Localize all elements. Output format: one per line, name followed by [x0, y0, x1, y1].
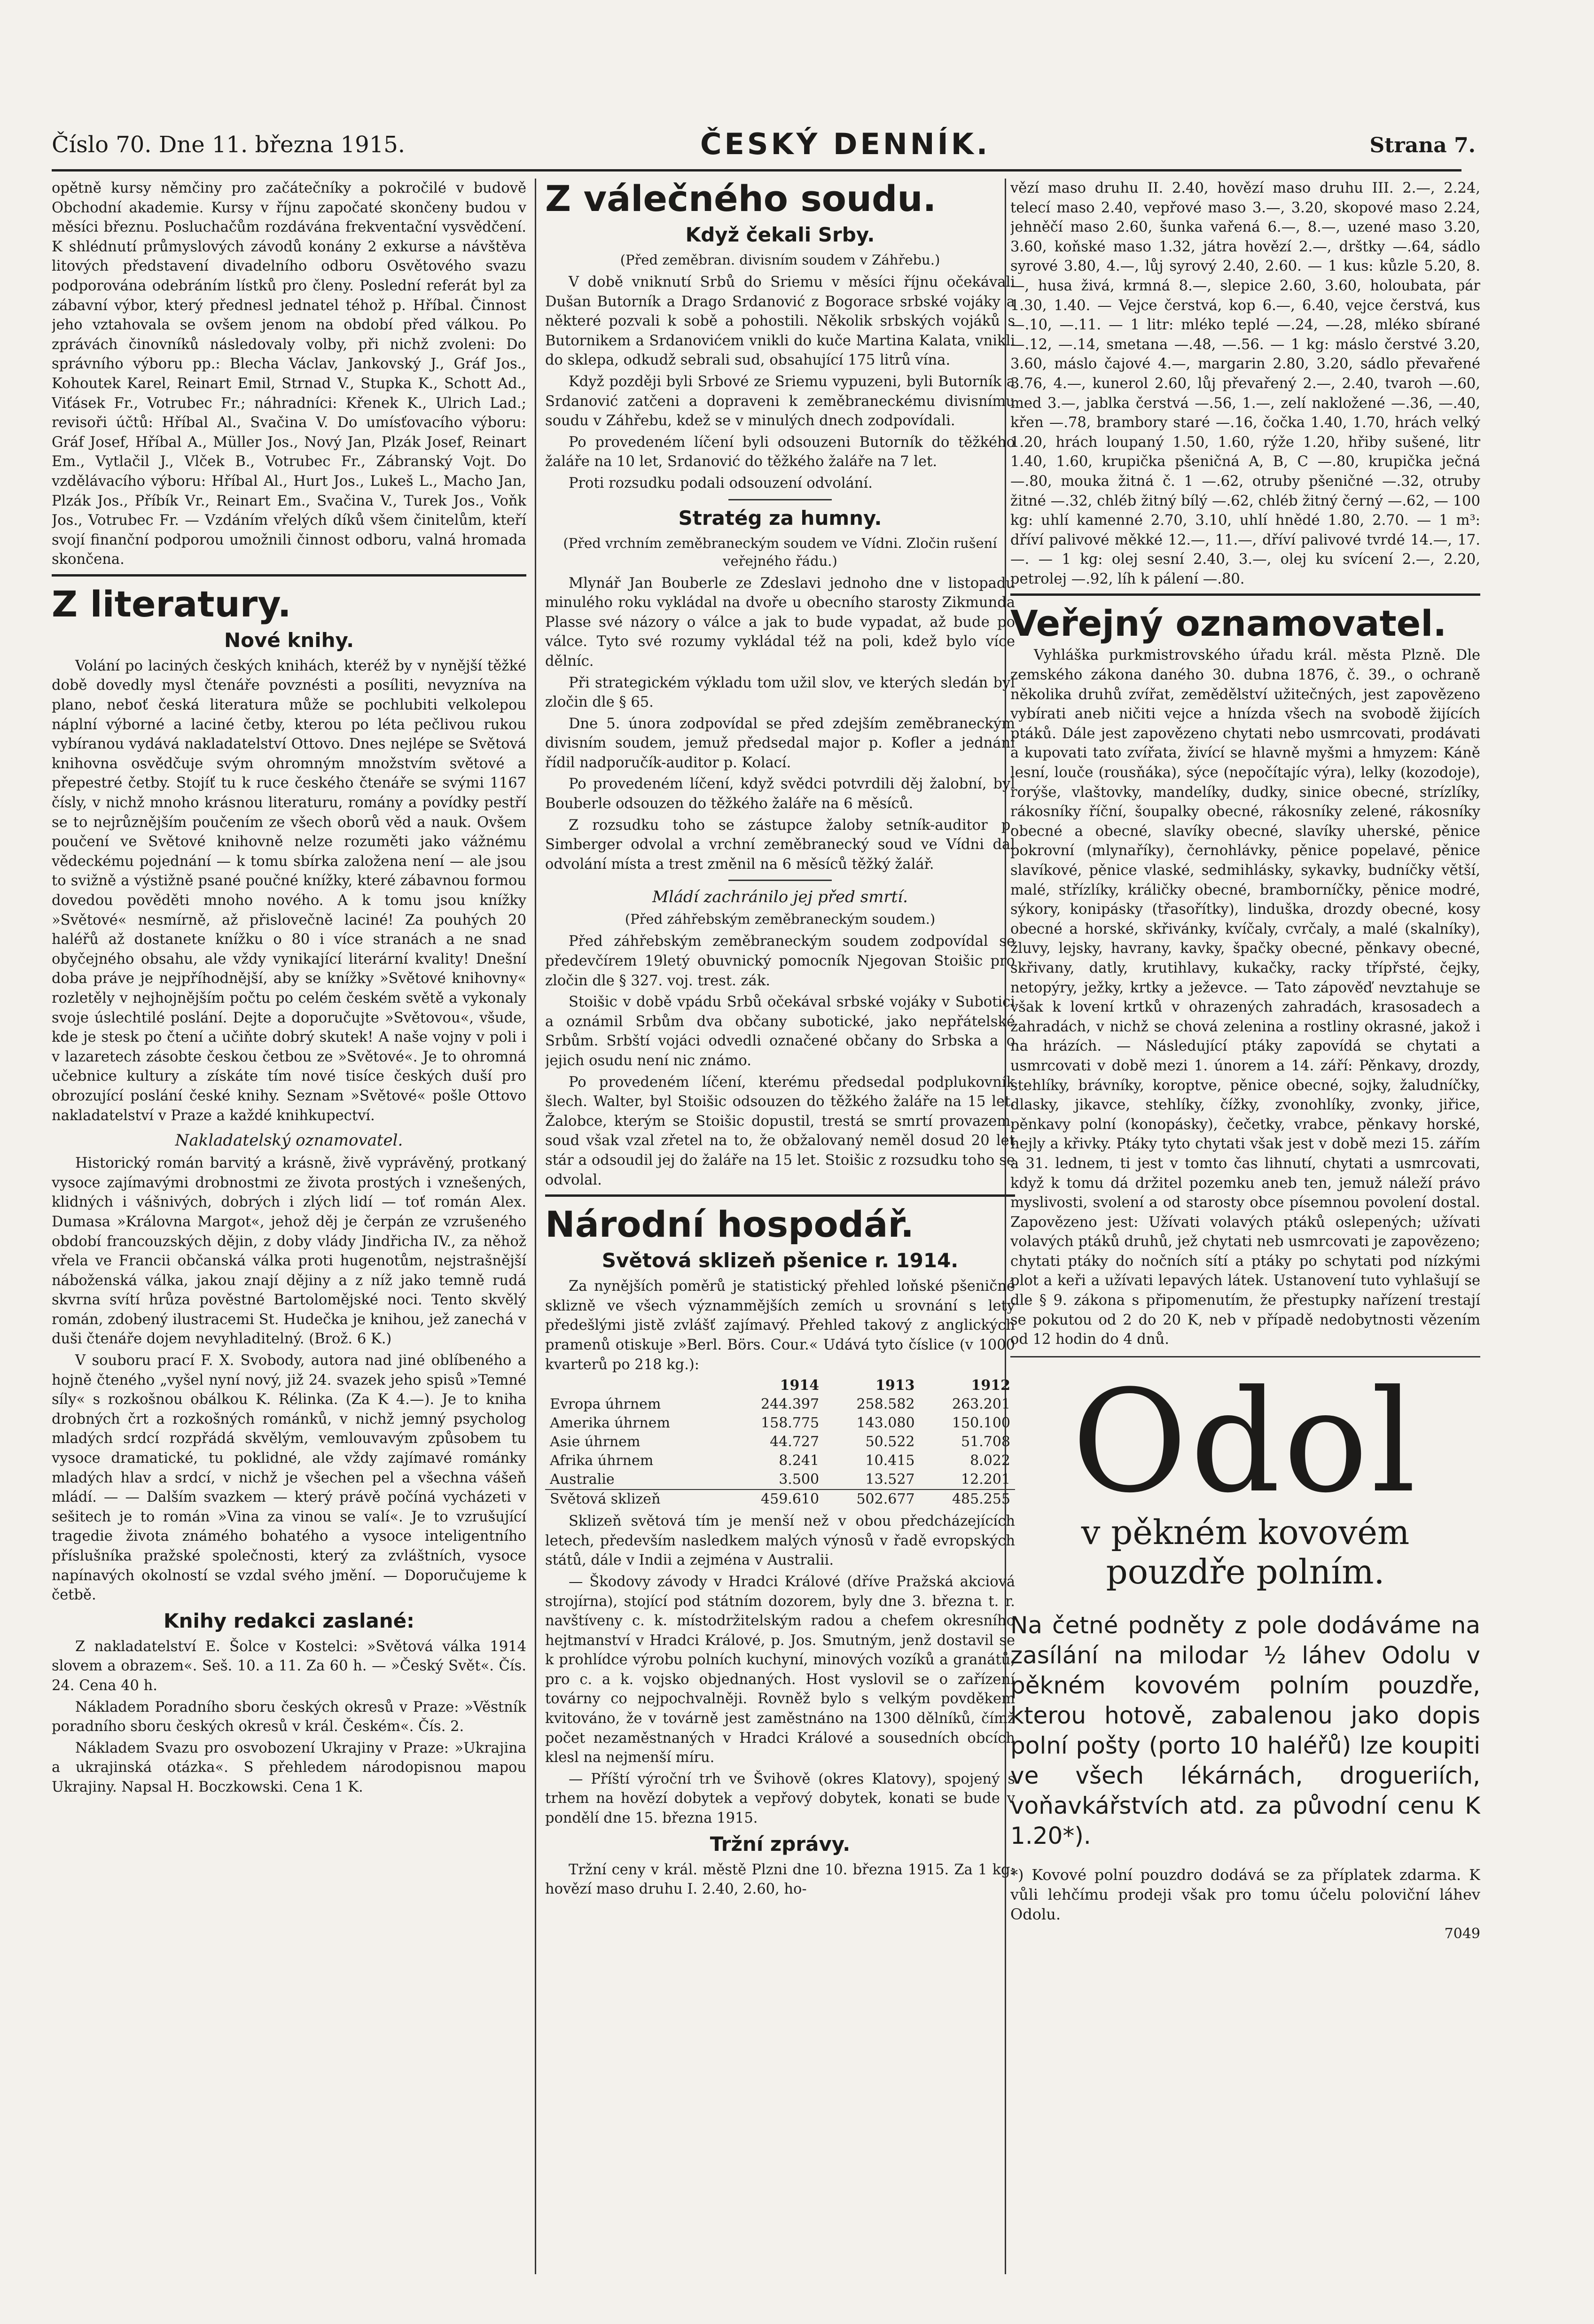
article-text: Proti rozsudku podali odsouzení odvolání. [569, 475, 873, 491]
ad-footnote: *) Kovové polní pouzdro dodává se za příplatek zdarma. K vůli lehčímu prodeji však pro tomu účelu poloviční láhev Odolu. [1010, 1865, 1480, 1923]
table-cell: 150.100 [952, 1415, 1010, 1432]
article-note: (Před vrchním zeměbraneckým soudem ve Vídni. Zločin rušení veřejného řádu.) [563, 535, 997, 569]
article-heading: Mládí zachránilo jej před smrtí. [652, 888, 908, 907]
table-cell: 244.397 [761, 1396, 820, 1413]
article-text: — Příští výroční trh ve Švihově (okres Klatovy), spojený s trhem na hovězí dobytek a vepřový dobytek, konati se bude v pondělí dne 15. března 1915. [545, 1770, 1015, 1827]
wheat-harvest-table [545, 1376, 1015, 1509]
article-heading: Když čekali Srby. [685, 223, 875, 246]
table-cell: 8.022 [970, 1452, 1010, 1469]
column-2 [545, 179, 1015, 2269]
table-row [545, 1451, 1015, 1470]
table-cell: 44.727 [770, 1434, 820, 1451]
article-text: Historický román barvitý a krásně, živě vyprávěný, protkaný vysoce zajímavými drobnostmi ze života prostých i vznešených, klidných i vášnivých, dobrých i zlých lidí — toť román Alex. Dumasa »Královna Margot«, jehož děj je čerpán ze vzrušeného období francouzských dějin, z doby vlády Jindřicha IV., za něhož vřela ve Francii občanská válka proti hugenotům, nejstrašnější náboženská válka, jakou znají dějiny a z níž jako temně rudá skvrna svítí hrůza pověstné Bartolomějské noci. Tento skvělý román, zdobený ilustracemi St. Hudečka je knihou, jež zanechá v duši čtenáře dojem nevyhladitelný. (Brož. 6 K.) [52, 1155, 526, 1348]
separator [728, 880, 832, 881]
article-note: (Před záhřebským zeměbraneckým soudem.) [625, 911, 936, 928]
article-text: Mlynář Jan Bouberle ze Zdeslavi jednoho dne v listopadu minulého roku vykládal na dvoře u obecního starosty Zikmunda Plasse své názory o válce a jak to bude vypadat, až bude po válce. Tyto své rozumy vykládal též na poli, kdež bylo více dělníc. [545, 575, 1015, 670]
table-cell: 51.708 [961, 1434, 1010, 1451]
table-cell: Amerika úhrnem [550, 1415, 670, 1432]
table-cell: 13.527 [865, 1471, 915, 1488]
odol-advertisement [1010, 1359, 1480, 1944]
ad-number: 7049 [1444, 1925, 1480, 1942]
separator [728, 499, 832, 500]
table-cell: 10.415 [865, 1452, 915, 1469]
article-text: — Škodovy závody v Hradci Králové (dříve Pražská akciová strojírna), stojící pod státním dozorem, byly dne 3. března t. r. navštíveny c. k. místodržitelským radou a chefem okresního hejtmanství v Hradci Králové, p. Jos. Smutným, jenž dostavil se k prohlídce výrobu polních kuchyní, minových vozíků a granátů, pro c. a k. vojsko objednaných. Host vyslovil se o zařízení továrny co nejpochvalněji. Rovněž bylo s velkým povděkem kvitováno, že v továrně jest zaměstnáno na 1300 dělníků, čímž počet nezaměstnaných v Hradci Králové a sousedních obcích klesl na nejmenší míru. [545, 1573, 1015, 1766]
article-text: Nákladem Svazu pro osvobození Ukrajiny v Praze: »Ukrajina a ukrajinská otázka«. S přehledem národopisnou mapou Ukrajiny. Napsal H. Boczkowski. Cena 1 K. [52, 1739, 526, 1795]
table-cell: 3.500 [779, 1471, 820, 1488]
table-cell: 50.522 [865, 1434, 915, 1451]
ad-headline: v pěkném kovovém [1081, 1512, 1410, 1552]
table-row [545, 1433, 1015, 1451]
newspaper-title: ČESKÝ DENNÍK. [700, 127, 991, 161]
table-cell: 143.080 [856, 1415, 915, 1432]
table-row [545, 1414, 1015, 1433]
article-text: opětně kursy němčiny pro začátečníky a pokročilé v budově Obchodní akademie. Kursy v říjnu započaté skončeny budou v měsíci březnu. Posluchačům rozdávána frekventační vysvědčení. K shlédnutí průmyslových závodů konány 2 exkurse a návštěva litových představení divadelního odboru Osvětového svazu podporována odebráním lístků pro členy. Poslední referát byl za zábavní výbor, který přednesl jednatel téhož p. Hříbal. Činnost jeho vztahovala se ovšem jenom na období před válkou. Po zprávách činovníků následovaly volby, při nichž zvoleni: Do správního výboru pp.: Blecha Václav, Jankovský J., Gráf Jos., Kohoutek Karel, Reinart Emil, Strnad V., Stupka K., Schott Ad., Viťásek Fr., Votrubec Fr.; náhradníci: Křenek K., Ulrich Lad.; revisoři účtů: Hříbal Al., Svačina V. Do umísťovacího výboru: Gráf Josef, Hříbal A., Müller Jos., Nový Jan, Plzák Josef, Reinart Em., Vytlačil J., Vlček B., Votrubec Fr., Zábranský Vojt. Do vzdělávacího výboru: Hříbal Al., Hurt Jos., Lukeš L., Macho Jan, Plzák Jos., Příbík Vr., Reinart Em., Svačina V., Turek Jos., Voňk Jos., Votrubec Fr. — Vzdáním vřelých díků všem činitelům, kteří svojí finanční podporou umožnili činnost odboru, valná hromada skončena. [52, 180, 526, 568]
column-1 [52, 179, 526, 2269]
table-cell: 258.582 [856, 1396, 915, 1413]
table-cell: 485.255 [920, 1490, 1015, 1509]
article-text: vězí maso druhu II. 2.40, hovězí maso druhu III. 2.—, 2.24, telecí maso 2.40, vepřové maso 3.—, 3.20, skopové maso 2.24, jehněčí maso 2.60, šunka vařená 6.—, 8.—, uzené maso 3.20, 3.60, koňské maso 1.32, játra hovězí 2.—, drštky —.64, sádlo syrové 3.80, 4.—, lůj syrový 2.40, 2.60. — 1 kus: kůzle 5.20, 8.—, husa živá, krmná 8.—, slepice 2.60, 3.60, holoubata, pár 1.30, 1.40. — Vejce čerstvá, kop 6.—, 6.40, vejce čerstvá, kus —.10, —.11. — 1 litr: mléko teplé —.24, —.28, mléko sbírané —.12, —.14, smetana —.48, —.56. — 1 kg: máslo čerstvé 3.20, 3.60, máslo čajové 4.—, margarin 2.80, 3.20, sádlo převařené 3.76, 4.—, kunerol 2.60, lůj převařený 2.—, 2.40, tvaroh —.60, med 3.—, jablka čerstvá —.56, 1.—, zelí nakložené —.36, —.40, křen —.78, brambory staré —.16, čočka 1.40, 1.70, hrách velký 1.20, hrách loupaný 1.50, 1.60, rýže 1.20, hřiby sušené, litr 1.40, 1.60, krupička pšeničná A, B, C —.80, krupička ječná —.80, mouka žitná č. 1 —.62, otruby pšeničné —.32, otruby žitné —.32, chléb žitný bílý —.62, chléb žitný černý —.62, — 100 kg: uhlí kamenné 2.70, 3.10, uhlí hnědé 1.80, 2.70. — 1 m³: dříví palivové měkké 12.—, 11.—, dříví palivové tvrdé 14.—, 17.—. — 1 kg: olej sesní 2.40, 3.—, olej ku svícení 2.—, 2.20, petrolej —.92, líh k pálení —.80. [1010, 180, 1480, 587]
table-cell: 8.241 [779, 1452, 820, 1469]
table-cell: Světová sklizeň [545, 1490, 728, 1509]
ad-brand-name: Odol [1071, 1359, 1419, 1524]
article-heading: Knihy redakci zaslané: [164, 1609, 414, 1632]
column-3 [1010, 179, 1480, 2269]
article-heading: Nové knihy. [224, 628, 354, 652]
article-text: Když později byli Srbové ze Sriemu vypuzeni, byli Butorník a Srdanović zatčeni a dopraveni k zeměbraneckému divisnímu soudu v Záhřebu, kdež se v minulých dnech zodpovídali. [545, 373, 1015, 429]
ad-headline: pouzdře polním. [1106, 1552, 1385, 1591]
table-cell: 158.775 [761, 1415, 820, 1432]
table-header: 1913 [875, 1377, 915, 1394]
article-text: V době vniknutí Srbů do Sriemu v měsíci říjnu očekávali Dušan Butorník a Drago Srdanović z Bogorace srbské vojáky a některé pozvali k sobě a pohostili. Několik srbských vojáků s Butornikem a Srdanovićem vnikli do kuče Martina Kalata, vnikli do sklepa, odkudž sebrali sud, obsahující 175 litrů vína. [545, 274, 1015, 369]
table-cell: Asie úhrnem [550, 1434, 641, 1451]
ad-body-text: Na četné podněty z pole dodáváme na zasílání na milodar ½ láhev Odolu v pěkném kovovém polním pouzdře, kterou hotově, zabalenou jako dopis polní pošty (porto 10 haléřů) lze koupiti ve všech lékárnách, drogueriích, voňavkářstvích atd. za původní cenu K 1.20*). [1010, 1611, 1480, 1849]
article-text: Za nynějších poměrů je statistický přehled loňské pšeničné sklizně ve všech význammějších zemích u srovnání s lety předešlými jistě zvlášť zajímavý. Přehled takový z anglických pramenů otiskuje »Berl. Börs. Cour.« Udává tyto číslice (v 1000 kvarterů po 218 kg.): [545, 1278, 1015, 1373]
table-cell: Australie [550, 1471, 615, 1488]
article-text: Stoišic v době vpádu Srbů očekával srbské vojáky v Subotici a oznámil Srbům dva občany subotické, jako nepřátelské Srbům. Srbští vojáci odvedli označené občany do Srbska a o jejich osudu není nic známo. [545, 994, 1015, 1069]
article-text: Sklizeň světová tím je menší než v obou předcházejících letech, především nasledkem malých výnosů v řadě evropských států, dále v Indii a zejména v Australii. [545, 1513, 1015, 1569]
article-heading: Tržní zprávy. [710, 1832, 851, 1856]
article-text: Před záhřebským zeměbraneckým soudem zodpovídal se předevčírem 19letý obuvnický pomocník Njegovan Stoišic pro zločin dle § 327. voj. trest. zák. [545, 933, 1015, 989]
article-text: Z rozsudku toho se zástupce žaloby setník-auditor p. Simberger odvolal a vrchní zeměbranecký soud ve Vídni dal odvolání místa a trest změnil na 6 měsíců těžký žalář. [545, 817, 1015, 873]
section-title-literature: Z literatury. [52, 574, 526, 624]
article-text: Vyhláška purkmistrovského úřadu král. města Plzně. Dle zemského zákona daného 30. dubna 1876, č. 39., o ochraně několika druhů zvířat, zemědělství užitečných, jest zapovězeno vybírati aneb ničiti vejce a hnízda všech na svobodě žijících ptáků. Dále jest zapovězeno chytati nebo usmrcovati, prodávati a kupovati tato zvířata, živící se hlavně myšmi a hmyzem: Káně lesní, louče (rousňáka), sýce (nepočítajíc výra), lelky (kozodoje), rorýše, vlaštovky, mandelíky, dudky, sinice obecné, strízlíky, rákosníky říční, šoupalky obecné, rákosníky zelené, rákosníky obecné a obecné, slavíky obecné, slavíky uherské, pěnice pokrovní (mlynaříky), černohlávky, pěnice popelavé, pěnice slavíkové, pěnice vlaské, sedmihlásky, sykavky, budníčky větší, malé, střízlíky, králičky obecné, bramborníčky, pěnice modré, sýkory, konipásky (třasořítky), linduška, drozdy obecné, kosy obecné a horské, skřivánky, kvíčaly, cvrčaly, a malé (skalníky), žluvy, lejsky, havrany, kavky, špačky obecné, pěnkavy obecné, skřivany, datly, krutihlavy, kukačky, racky třípřsté, čejky, netopýry, ježky, krtky a ježevce. — Tato zápověď nevztahuje se však k lovení krtků v ohrazených zahradách, krasosadech a zahradách, v nichž se chová zelenina a rostliny okrasné, jakož i na hrázích. — Následující ptáky zapovídá se chytati a usmrcovati v době mezi 1. únorem a 14. září: Pěnkavy, drozdy, stehlíky, brávníky, koroptve, pěnice obecné, sojky, žaludníčky, dlasky, jikavce, stehlíky, čížky, zvonohlíky, zvonky, jiřice, pěnkavy polní (konopásky), čečetky, vrabce, pěnkavy horské, hejly a křivky. Ptáky tyto chytati však jest v době mezi 15. zářím a 31. lednem, ti jest v tomto čas lihnutí, chytati a usmrcovati, když k tomu dá držitel pozemku aneb ten, jemuž náleží právo myslivosti, svolení a od starosty obce písemnou povolení dostal. Zapovězeno jest: Užívati volavých ptáků oslepených; užívati volavých ptáků druhů, jež chytati neb usmrcovati je zapovězeno; chytati ptáky do nočních sítí a ptáky po schytati pod nízkými plot a keři a užívati lepavých látek. Ustanovení tuto vyhlašují se dle § 9. zákona s připomenutím, že přestupky nařízení trestají se pokutou od 2 do 20 K, neb v případě nedobytnosti vězením od 12 hodin do 4 dnů. [1010, 647, 1480, 1348]
article-text: Po provedeném líčení, kterému předsedal podplukovník šlech. Walter, byl Stoišic odsouzen do těžkého žaláře na 15 let. Žalobce, kterým se Stoišic dopustil, trestá se smrtí provazem, soud však vzal zřetel na to, že obžalovaný neměl dosud 20 let stár a odsoudil jej do žaláře na 15 let. Stoišic z rozsudku toho se odvolal. [545, 1074, 1015, 1188]
table-cell: Afrika úhrnem [550, 1452, 654, 1469]
column-divider [535, 179, 536, 2274]
section-title-public-notices: Veřejný oznamovatel. [1010, 593, 1480, 644]
article-text: Volání po laciných českých knihách, kteréž by v nynější těžké době dovedly mysl čtenáře povznésti a posíliti, nevyzníva na plano, neboť česká literatura může se pochlubiti velkolepou náplní výborné a laciné četby, kterou po léta pečlivou rukou vybíranou vydává nakladatelství Ottovo. Dnes nejlépe se Světová knihovna osvědčuje svým ohromným množstvím světové a přepestré četby. Stojíť tu k ruce českého čtenáře se svými 1167 čísly, v nichž mnoho krásnou literaturu, romány a povídky pestří se to nejrůznějším poučením ze všech oborů věd a nauk. Ovšem poučení ve Světové knihovně nelze rozuměti jako vážnému vědeckému pojednání — k tomu sbírka založena není — ale jsou to svižně a výstižně psané poučné knížky, které zábavnou formou dovedou pověděti mnoho nového. A k tomu jsou knížky »Světové« nesmírně, až přislovečně laciné! Za pouhých 20 haléřů až dostanete knížku o 80 i více stranách a ne snad obyčejného obsahu, ale vždy vynikající literární kvality! Dnešní doba práve je nejpříhodnější, aby se knížky »Světové knihovny« rozletěly v nejhojnějším počtu po celém českém světě a vykonaly svoje úslechtilé poslání. Dejte a doporučujte »Světovou«, všude, kde je stesk po čtení a učiňte dobrý skutek! A naše vojny v poli i v lazaretech zásobte českou četbou ze »Světové«. Je to ohromná učebnice kultury a získáte tím nové tisíce českých duší pro obrozující poslání české knihy. Seznam »Světové« pošle Ottovo nakladatelství v Praze a každé knihkupectví. [52, 657, 526, 1124]
section-title-war-court: Z válečného soudu. [545, 179, 937, 219]
separator [1010, 1356, 1480, 1357]
table-cell: 263.201 [952, 1396, 1010, 1413]
article-heading: Nakladatelský oznamovatel. [175, 1131, 403, 1150]
masthead [52, 127, 1476, 172]
article-text: Po provedeném líčení byli odsouzeni Butorník do těžkého žaláře na 10 let, Srdanović do těžkého žaláře na 7 let. [545, 434, 1015, 470]
page-number: Strana 7. [1369, 133, 1476, 157]
table-header: 1914 [780, 1377, 820, 1394]
table-cell: 12.201 [961, 1471, 1010, 1488]
table-cell: 459.610 [728, 1490, 824, 1509]
table-row-total [545, 1490, 1015, 1509]
article-text: Z nakladatelství E. Šolce v Kostelci: »Světová válka 1914 slovem a obrazem«. Seš. 10. a 11. Za 60 h. — »Český Svět«. Čís. 24. Cena 40 h. [52, 1638, 526, 1694]
article-heading: Světová sklizeň pšenice r. 1914. [602, 1249, 959, 1272]
table-header [545, 1376, 728, 1395]
section-title-economy: Národní hospodář. [545, 1194, 1015, 1245]
table-header-row [545, 1376, 1015, 1395]
table-row [545, 1470, 1015, 1490]
article-text: Po provedeném líčení, když svědci potvrdili děj žalobní, byl Bouberle odsouzen do těžkého žaláře na 6 měsíců. [545, 776, 1015, 812]
table-cell: Evropa úhrnem [550, 1396, 661, 1413]
issue-date: Číslo 70. Dne 11. března 1915. [52, 132, 406, 158]
table-cell: 502.677 [824, 1490, 919, 1509]
table-row [545, 1395, 1015, 1414]
article-text: Při strategickém výkladu tom užil slov, ve kterých sledán byl zločin dle § 65. [545, 674, 1015, 711]
article-text: V souboru prací F. X. Svobody, autora nad jiné oblíbeného a hojně čteného „vyšel nyní nový, již 24. svazek jeho spisů »Temné síly« s rozkošnou obálkou K. Rélinka. (Za K 4.—). Je to kniha drobných črt a rozkošných románků, v nichž jemný psycholog mladých srdcí rozpřádá skvělým, vemlouvavým způsobem tu vysoce dramatické, tu poklidné, ale vždy zajímavé románky mladých hlav a srdcí, v nichž je všechen pel a všechna vášeň mládí. — — Dalším svazkem — který právě počíná vycházeti v sešitech je to román »Vina za vinou se valí«. Je to vzrušující tragedie života známého bohatého a vysoce inteligentního příslušníka pražské společnosti, který za zvláštních, vysoce napínavých okolností se vzdal svého jmění. — Doporučujeme k četbě. [52, 1352, 526, 1604]
article-heading: Stratég za humny. [678, 506, 882, 530]
article-text: Tržní ceny v král. městě Plzni dne 10. března 1915. Za 1 kg: hovězí maso druhu I. 2.40, 2.60, ho- [545, 1861, 1015, 1898]
article-note: (Před zeměbran. divisním soudem v Záhřebu.) [620, 252, 940, 268]
table-header: 1912 [971, 1377, 1010, 1394]
article-text: Dne 5. února zodpovídal se před zdejším zeměbraneckým divisním soudem, jemuž předsedal major p. Kofler a jednání řídil nadporučík-auditor p. Kolací. [545, 715, 1015, 771]
article-text: Nákladem Poradního sboru českých okresů v Praze: »Věstník poradního sboru českých okresů v král. Českém«. Čís. 2. [52, 1699, 526, 1735]
